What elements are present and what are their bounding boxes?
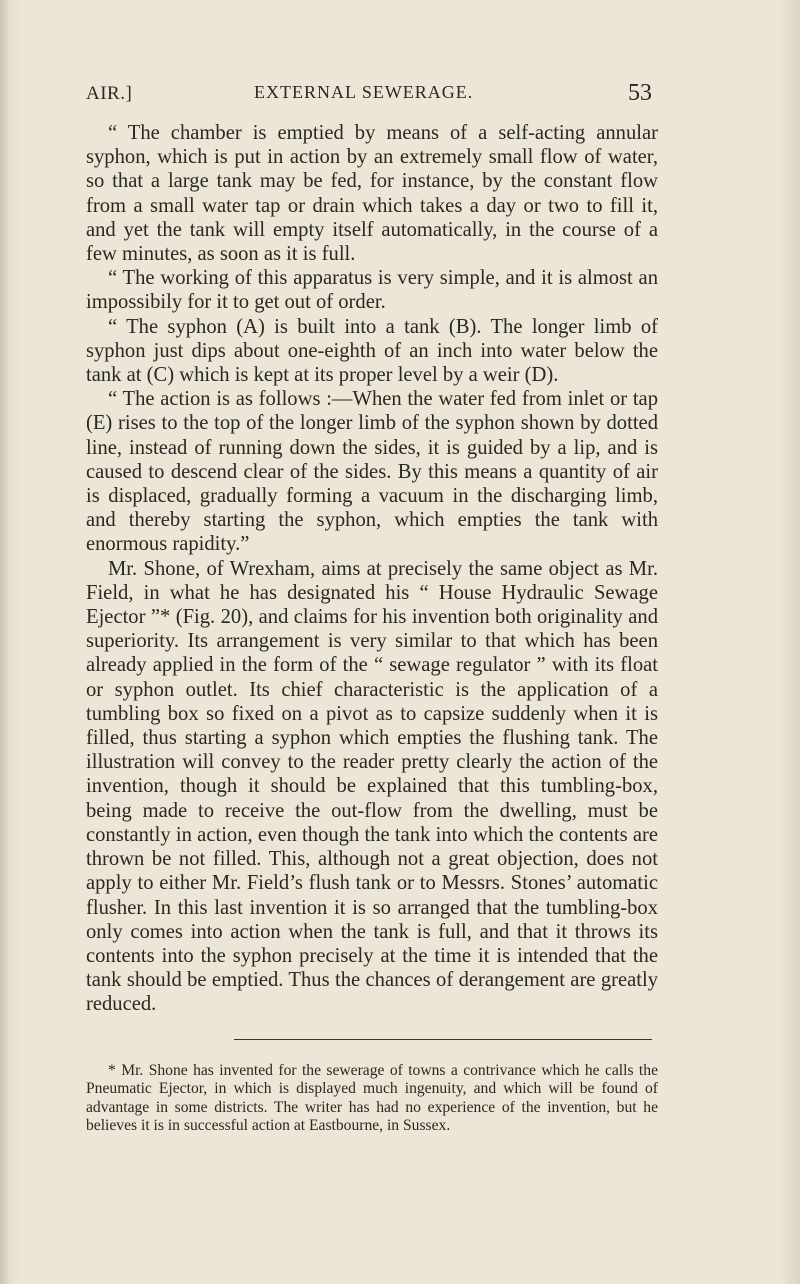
paragraph: Mr. Shone, of Wrexham, aims at precisely the same object as Mr. Field, in what he has designated his “ House Hydraulic Sewage Ejector ”* (Fig. 20), and claims for his invention both originality and superiority. Its arrangement is very similar to that which has been already applied in the form of the “ sewage regulator ” with its float or syphon outlet. Its chief characteristic is the application of a tumbling box so fixed on a pivot as to capsize suddenly when it is filled, thus starting a syphon which empties the flushing tank. The illustration will convey to the reader pretty clearly the action of the invention, though it should be explained that this tumbling-box, being made to receive the out-flow from the dwelling, must be constantly in action, even though the tank into which the contents are thrown be not filled. This, although not a great objection, does not apply to either Mr. Field’s flush tank or to Messrs. Stones’ automatic flusher. In this last invention it is so arranged that the tumbling-box only comes into action when the tank is full, and that it throws its contents into the syphon precisely at the time it is intended that the tank should be emptied. Thus the chances of derangement are greatly reduced. (86, 557, 658, 1016)
footnote (86, 1062, 658, 1136)
footnote-text: * Mr. Shone has invented for the sewerage of towns a contrivance which he calls the Pneumatic Ejector, in which is displayed much ingenuity, and which will be found of advantage in some districts. The writer has had no experience of the invention, but he believes it is in successful action at Eastbourne, in Sussex. (86, 1062, 658, 1135)
page-number: 53 (628, 80, 652, 106)
header-section-label: AIR.] (86, 83, 133, 104)
paragraph: “ The chamber is emptied by means of a self-acting annular syphon, which is put in action by an extremely small flow of water, so that a large tank may be fed, for instance, by the constant flow from a small water tap or drain which takes a day or two to fill it, and yet the tank will empty itself automatically, in the course of a few minutes, as soon as it is full. (86, 122, 658, 266)
header-title: EXTERNAL SEWERAGE. (254, 82, 474, 102)
running-header (86, 80, 658, 110)
paragraph: “ The syphon (A) is built into a tank (B). The longer limb of syphon just dips about one-eighth of an inch into water below the tank at (C) which is kept at its proper level by a weir (D). (86, 315, 658, 387)
paragraph: “ The working of this apparatus is very simple, and it is almost an impossibily for it to get out of order. (86, 267, 658, 314)
paragraph: “ The action is as follows :—When the water fed from inlet or tap (E) rises to the top of the longer limb of the syphon shown by dotted line, instead of running down the sides, it is guided by a lip, and is caused to descend clear of the sides. By this means a quantity of air is displaced, gradually forming a vacuum in the discharging limb, and thereby starting the syphon, which empties the tank with enormous rapidity.” (86, 388, 658, 556)
body-text (86, 121, 658, 1017)
footnote-divider (234, 1039, 652, 1040)
